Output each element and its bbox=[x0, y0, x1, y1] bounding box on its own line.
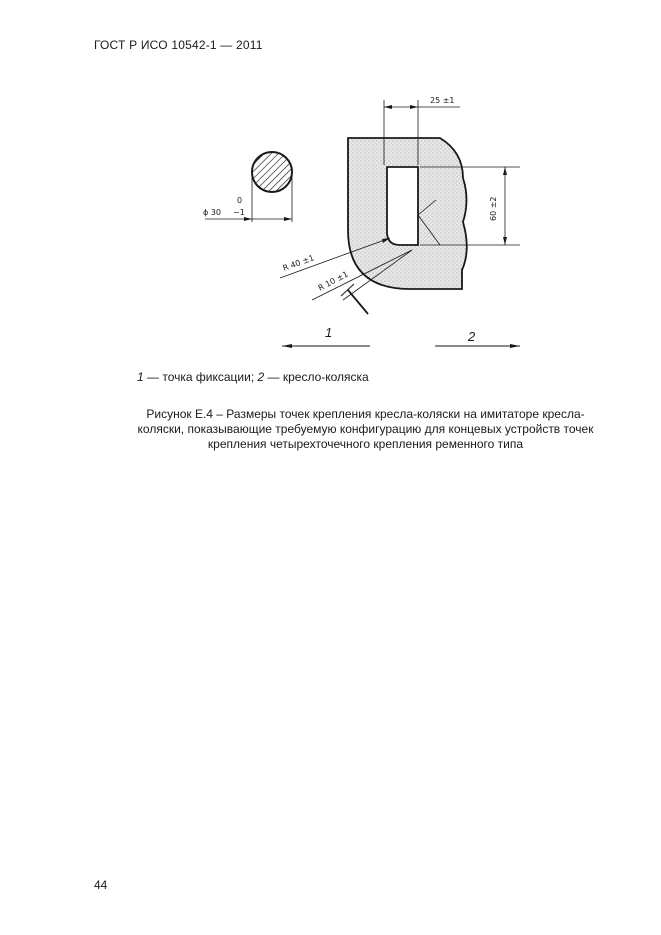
figure-caption bbox=[100, 407, 631, 452]
label-wheelchair: 2 bbox=[468, 329, 476, 344]
dim-width: 25 ±1 bbox=[430, 96, 455, 105]
arrow-2 bbox=[435, 344, 520, 348]
technical-drawing bbox=[0, 0, 661, 360]
legend-number-1: 1 bbox=[137, 370, 144, 384]
document-header: ГОСТ Р ИСО 10542-1 — 2011 bbox=[94, 38, 263, 52]
arrow-1 bbox=[282, 344, 370, 348]
caption-line-1: Рисунок Е.4 – Размеры точек крепления кресла-коляски на имитаторе кресла- bbox=[146, 407, 585, 421]
dim-radius-40: R 40 ±1 bbox=[281, 253, 316, 273]
dim-diameter: ϕ 30 bbox=[203, 208, 221, 217]
figure-legend bbox=[137, 370, 369, 384]
page-number: 44 bbox=[94, 878, 108, 892]
dim-tolerance-upper: 0 bbox=[237, 196, 243, 205]
dim-radius-10: R 10 ±1 bbox=[316, 269, 350, 293]
attachment-slot bbox=[387, 167, 418, 245]
caption-line-2: коляски, показывающие требуемую конфигурацию для концевых устройств точек bbox=[137, 422, 594, 436]
legend-text-1: — точка фиксации; bbox=[143, 370, 258, 384]
caption-line-3: крепления четырехточечного крепления ременного типа bbox=[207, 437, 524, 451]
label-fixation-point: 1 bbox=[325, 325, 333, 340]
legend-number-2: 2 bbox=[257, 370, 265, 384]
bar-section bbox=[252, 152, 292, 192]
legend-text-2: — кресло-коляска bbox=[264, 370, 369, 384]
dim-height: 60 ±2 bbox=[489, 196, 498, 221]
dim-tolerance-lower: −1 bbox=[233, 208, 245, 217]
